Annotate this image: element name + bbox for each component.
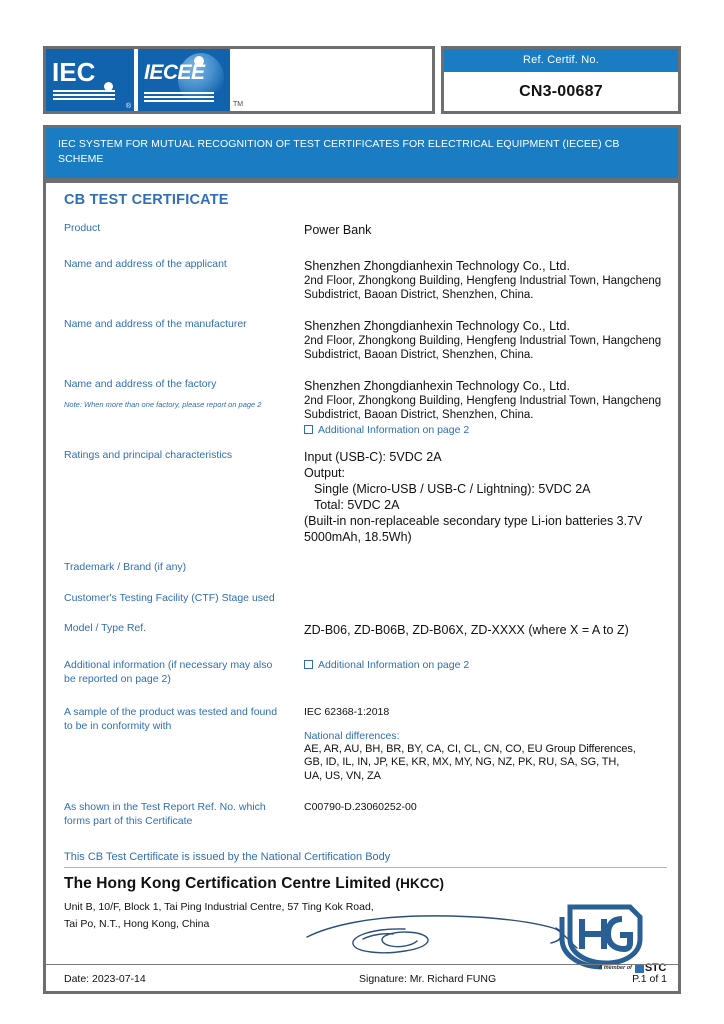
applicant-address-line2: Subdistrict, Baoan District, Shenzhen, China. [304,289,534,301]
iec-logo-text: IEC [52,57,96,87]
model-label: Model / Type Ref. [64,622,147,634]
footer-page-number: P.1 of 1 [632,973,667,985]
national-differences-label: National differences: [304,729,400,742]
iecee-logo-text: IECEE [144,61,205,84]
logo-blank-area [243,49,432,111]
additional-information-label-line1: Additional information (if necessary may also [64,659,273,671]
model-value [304,622,667,638]
issuer-address-line1: Unit B, 10/F, Block 1, Tai Ping Industrial Centre, 57 Ting Kok Road, [64,901,374,913]
applicant-name: Shenzhen Zhongdianhexin Technology Co., Ltd. [304,259,570,273]
manufacturer-name: Shenzhen Zhongdianhexin Technology Co., Ltd. [304,319,570,333]
factory-additional-info-label: Additional Information on page 2 [318,424,470,436]
field-row-ctf-stage [64,592,667,606]
field-row-applicant [64,258,667,302]
issuer-name-text: The Hong Kong Certification Centre Limited [64,875,392,892]
footer-date: Date: 2023-07-14 [64,973,146,985]
factory-address-line2: Subdistrict, Baoan District, Shenzhen, China. [304,409,534,421]
model-value-text: ZD-B06, ZD-B06B, ZD-B06X, ZD-XXXX (where X = A to Z) [304,623,629,637]
stc-label: STC [644,962,666,974]
issuer-intro-line: This CB Test Certificate is issued by the National Certification Body [64,851,667,868]
product-value-text: Power Bank [304,223,372,237]
certificate-number-value: CN3-00687 [519,82,603,100]
ctf-stage-value [304,592,667,606]
additional-information-value [304,659,667,686]
additional-information-label [64,659,304,686]
page-title: CB TEST CERTIFICATE [64,192,229,208]
product-value [304,222,667,238]
test-report-value [304,801,667,828]
iec-logo-icon [46,49,134,111]
ratings-value [304,449,667,545]
manufacturer-label: Name and address of the manufacturer [64,318,247,330]
factory-additional-info-checkbox-row[interactable] [304,423,667,438]
logo-box [43,46,435,114]
ratings-line6: 5000mAh, 18.5Wh) [304,530,412,544]
registered-mark: ® [125,103,131,110]
conformity-label-line2: to be in conformity with [64,719,172,732]
trademark-value [304,561,667,575]
additional-information-label-line2: be reported on page 2) [64,672,171,685]
test-report-label [64,801,304,828]
applicant-address-line1: 2nd Floor, Zhongkong Building, Hengfeng Industrial Town, Hangcheng [304,275,662,287]
national-differences-line3: UA, US, VN, ZA [304,769,381,782]
factory-value [304,378,667,438]
issuer-address [64,899,374,933]
iecee-scheme-banner-text: IEC SYSTEM FOR MUTUAL RECOGNITION OF TEST CERTIFICATES FOR ELECTRICAL EQUIPMENT (IECEE) CB SCHEME [58,138,620,165]
iecee-logo-icon [138,49,230,111]
field-row-trademark [64,561,667,575]
factory-address-line1: 2nd Floor, Zhongkong Building, Hengfeng Industrial Town, Hangcheng [304,395,662,407]
header-strip [43,46,681,114]
ratings-line1: Input (USB-C): 5VDC 2A [304,450,442,464]
applicant-label: Name and address of the applicant [64,258,227,270]
factory-label-text: Name and address of the factory [64,378,217,390]
certificate-number-label: Ref. Certif. No. [444,49,678,72]
certificate-body-inner [46,183,678,991]
field-row-factory [64,378,667,438]
footer-divider [46,964,678,965]
conformity-value [304,706,667,783]
factory-label [64,378,304,438]
manufacturer-value [304,318,667,362]
manufacturer-address-line2: Subdistrict, Baoan District, Shenzhen, China. [304,349,534,361]
trademark-mark: TM [233,101,244,108]
ctf-stage-label: Customer's Testing Facility (CTF) Stage used [64,591,275,604]
checkbox-icon[interactable] [304,425,313,434]
member-of-label: A member of [598,965,632,971]
conformity-standard: IEC 62368-1:2018 [304,706,390,718]
test-report-value-text: C00790-D.23060252-00 [304,801,417,813]
field-row-additional-information [64,659,667,686]
factory-name: Shenzhen Zhongdianhexin Technology Co., Ltd. [304,379,570,393]
iecee-scheme-banner [43,125,681,181]
certificate-number-box [441,46,681,114]
additional-info-checkbox-label: Additional Information on page 2 [318,659,470,671]
ratings-line2: Output: [304,466,345,480]
ratings-line4: Total: 5VDC 2A [314,498,400,512]
test-report-label-line2: forms part of this Certificate [64,814,193,827]
field-row-product [64,222,667,238]
test-report-label-line1: As shown in the Test Report Ref. No. which [64,801,266,813]
certificate-body [43,180,681,994]
iecee-logo-lines [144,92,214,104]
issuer-address-line2: Tai Po, N.T., Hong Kong, China [64,918,210,930]
checkbox-icon[interactable] [304,660,313,669]
footer-row [64,973,667,985]
national-differences-line2: GB, ID, IL, IN, JP, KE, KR, MX, MY, NG, NZ, PK, RU, SA, SG, TH, [304,756,620,768]
field-row-manufacturer [64,318,667,362]
applicant-value [304,258,667,302]
field-row-test-report [64,801,667,828]
hkcc-logo-icon [548,895,652,971]
product-label: Product [64,222,101,234]
field-row-model [64,622,667,638]
additional-info-checkbox-row[interactable] [304,658,667,673]
ratings-line3: Single (Micro-USB / USB-C / Lightning): 5VDC 2A [314,482,591,496]
field-row-ratings [64,449,667,545]
manufacturer-address-line1: 2nd Floor, Zhongkong Building, Hengfeng Industrial Town, Hangcheng [304,335,662,347]
national-differences-line1: AE, AR, AU, BH, BR, BY, CA, CI, CL, CN, CO, EU Group Differences, [304,742,636,755]
ratings-line5: (Built-in non-replaceable secondary type Li-ion batteries 3.7V [304,514,643,528]
issuer-name-suffix: (HKCC) [395,876,445,891]
iec-logo-lines [53,90,115,102]
ratings-label: Ratings and principal characteristics [64,449,233,461]
footer-signature: Signature: Mr. Richard FUNG [359,973,497,985]
conformity-label-line1: A sample of the product was tested and found [64,706,278,718]
field-row-conformity [64,706,667,783]
trademark-label: Trademark / Brand (if any) [64,561,187,573]
conformity-label [64,706,304,783]
factory-note: Note: When more than one factory, please report on page 2 [64,399,262,409]
issuer-name [64,875,444,893]
